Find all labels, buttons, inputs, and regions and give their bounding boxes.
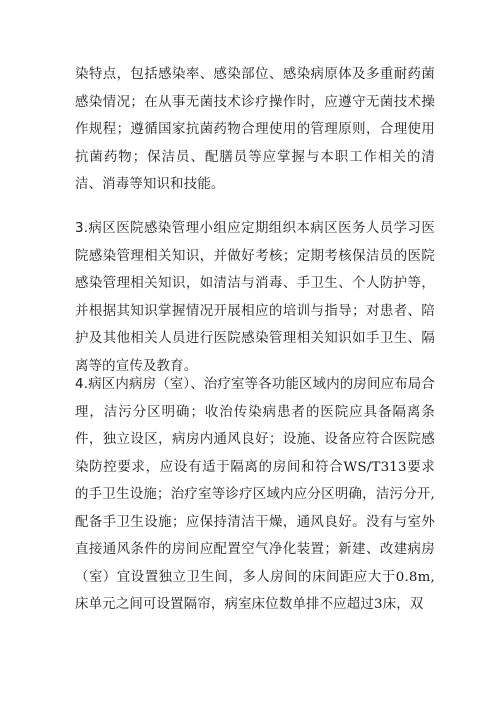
item-3-paragraph — [75, 215, 435, 380]
item-4-paragraph — [75, 371, 435, 619]
item-3-text: 病区医院感染管理小组应定期组织本病区医务人员学习医院感染管理相关知识，并做好考核；定期考核保洁员的医院感染管理相关知识，如清洁与消毒、手卫生、个人防护等，并根据其知识掌握情况开展相应的培训与指导；对患者、陪护及其他相关人员进行医院感染管理相关知识如手卫生、隔离等的宣传及教育。 — [75, 221, 435, 374]
item-4-text: 病区内病房（室）、治疗室等各功能区域内的房间应布局合理，洁污分区明确；收治传染病患者的医院应具备隔离条件，独立设区，病房内通风良好；设施、设备应符合医院感染防控要求，应设有适于隔离的房间和符合WS/T313要求的手卫生设施；治疗室等诊疗区域内应分区明确，洁污分开,配备手卫生设施；应保持清洁干燥，通风良好。没有与室外直接通风条件的房间应配置空气净化装置；新建、改建病房（室）宜设置独立卫生间，多人房间的床间距应大于0.8m,床单元之间可设置隔帘，病室床位数单排不应超过3床，双 — [75, 377, 435, 612]
continued-paragraph: 染特点，包括感染率、感染部位、感染病原体及多重耐药菌感染情况；在从事无菌技术诊疗操作时，应遵守无菌技术操作规程；遵循国家抗菌药物合理使用的管理原则，合理使用抗菌药物；保洁员、配膳员等应掌握与本职工作相关的清洁、消毒等知识和技能。 — [75, 67, 435, 192]
item-3-number: 3. — [75, 221, 89, 236]
item-4-number: 4. — [75, 377, 89, 392]
